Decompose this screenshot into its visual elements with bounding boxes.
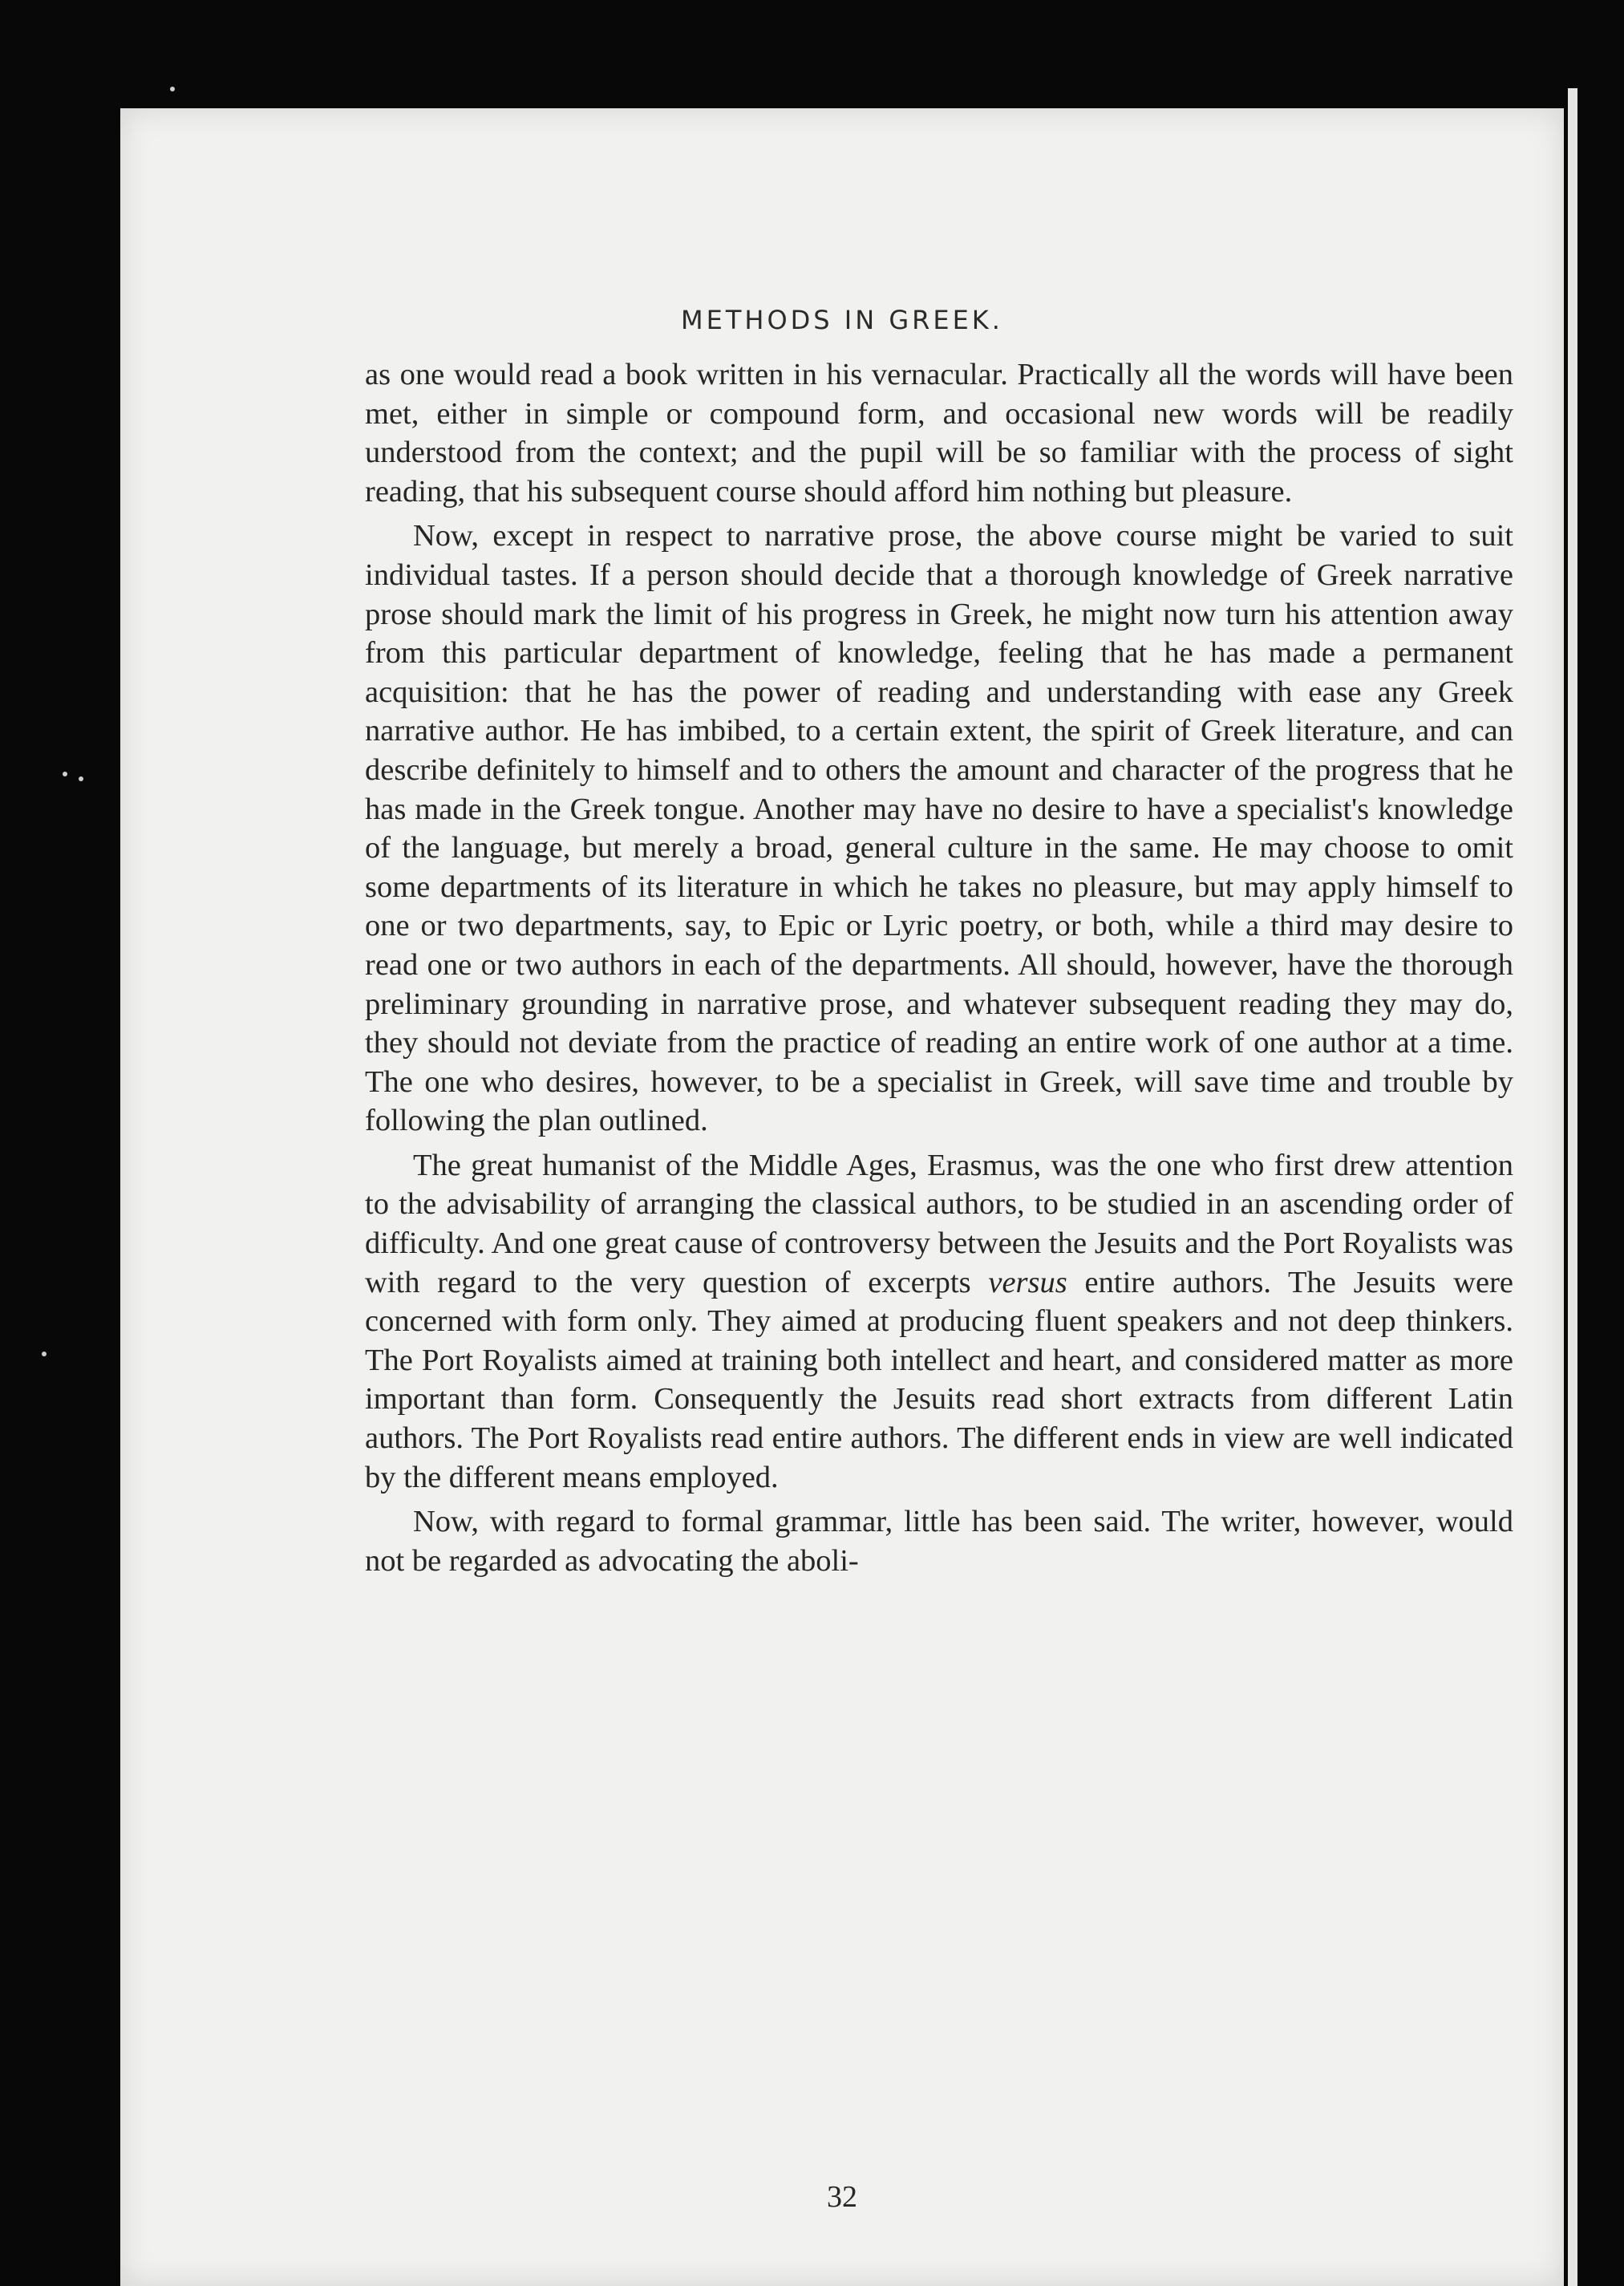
scan-speck: [170, 87, 175, 91]
page-number: 32: [827, 2180, 857, 2214]
paragraph-3-text-before: The great humanist of the Middle Ages, Erasmus, was the one who first drew attention to the advisability of arranging the classical authors, to be studied in an ascending order of difficulty. And one great cause of controversy between the Jesuits and the Port Royalists was with regard to the very question of excerpts: [365, 1148, 1513, 1299]
body-text: [365, 355, 1513, 1580]
book-page: [120, 108, 1564, 2286]
paragraph-3-italic: versus: [988, 1265, 1067, 1299]
running-head: METHODS IN GREEK.: [681, 305, 1003, 335]
paragraph-3: [365, 1146, 1513, 1497]
adjacent-page-edge: [1568, 88, 1577, 2286]
paragraph-2: Now, except in respect to narrative prose, the above course might be varied to suit individual tastes. If a person should decide that a thorough knowledge of Greek narrative prose should mark the limit of his progress in Greek, he might now turn his attention away from this particular department of knowledge, feeling that he has made a permanent acquisition: that he has the power of reading and understanding with ease any Greek narrative author. He has imbibed, to a certain extent, the spirit of Greek literature, and can describe definitely to himself and to others the amount and character of the progress that he has made in the Greek tongue. Another may have no desire to have a specialist's knowledge of the language, but merely a broad, general culture in the same. He may choose to omit some departments of its literature in which he takes no pleasure, but may apply himself to one or two departments, say, to Epic or Lyric poetry, or both, while a third may desire to read one or two authors in each of the departments. All should, however, have the thorough preliminary grounding in narrative prose, and whatever subsequent reading they may do, they should not deviate from the practice of reading an entire work of one author at a time. The one who desires, however, to be a specialist in Greek, will save time and trouble by following the plan outlined.: [365, 519, 1513, 1138]
paragraph-4: Now, with regard to formal grammar, little has been said. The writer, however, would not be regarded as advocating the aboli-: [365, 1505, 1513, 1578]
paragraph-3-text-after: entire authors. The Jesuits were concerned with form only. They aimed at producing fluent speakers and not deep thinkers. The Port Royalists aimed at training both intellect and heart, and considered matter as more important than form. Consequently the Jesuits read short extracts from different Latin authors. The Port Royalists read entire authors. The different ends in view are well indicated by the different means employed.: [365, 1265, 1513, 1494]
scan-speck: [79, 776, 83, 781]
paragraph-1: as one would read a book written in his vernacular. Practically all the words will have been met, either in simple or compound form, and occasional new words will be readily understood from the context; and the pupil will be so familiar with the process of sight reading, that his subsequent course should afford him nothing but pleasure.: [365, 358, 1513, 509]
scan-speck: [42, 1352, 47, 1356]
scan-speck: [63, 772, 67, 776]
